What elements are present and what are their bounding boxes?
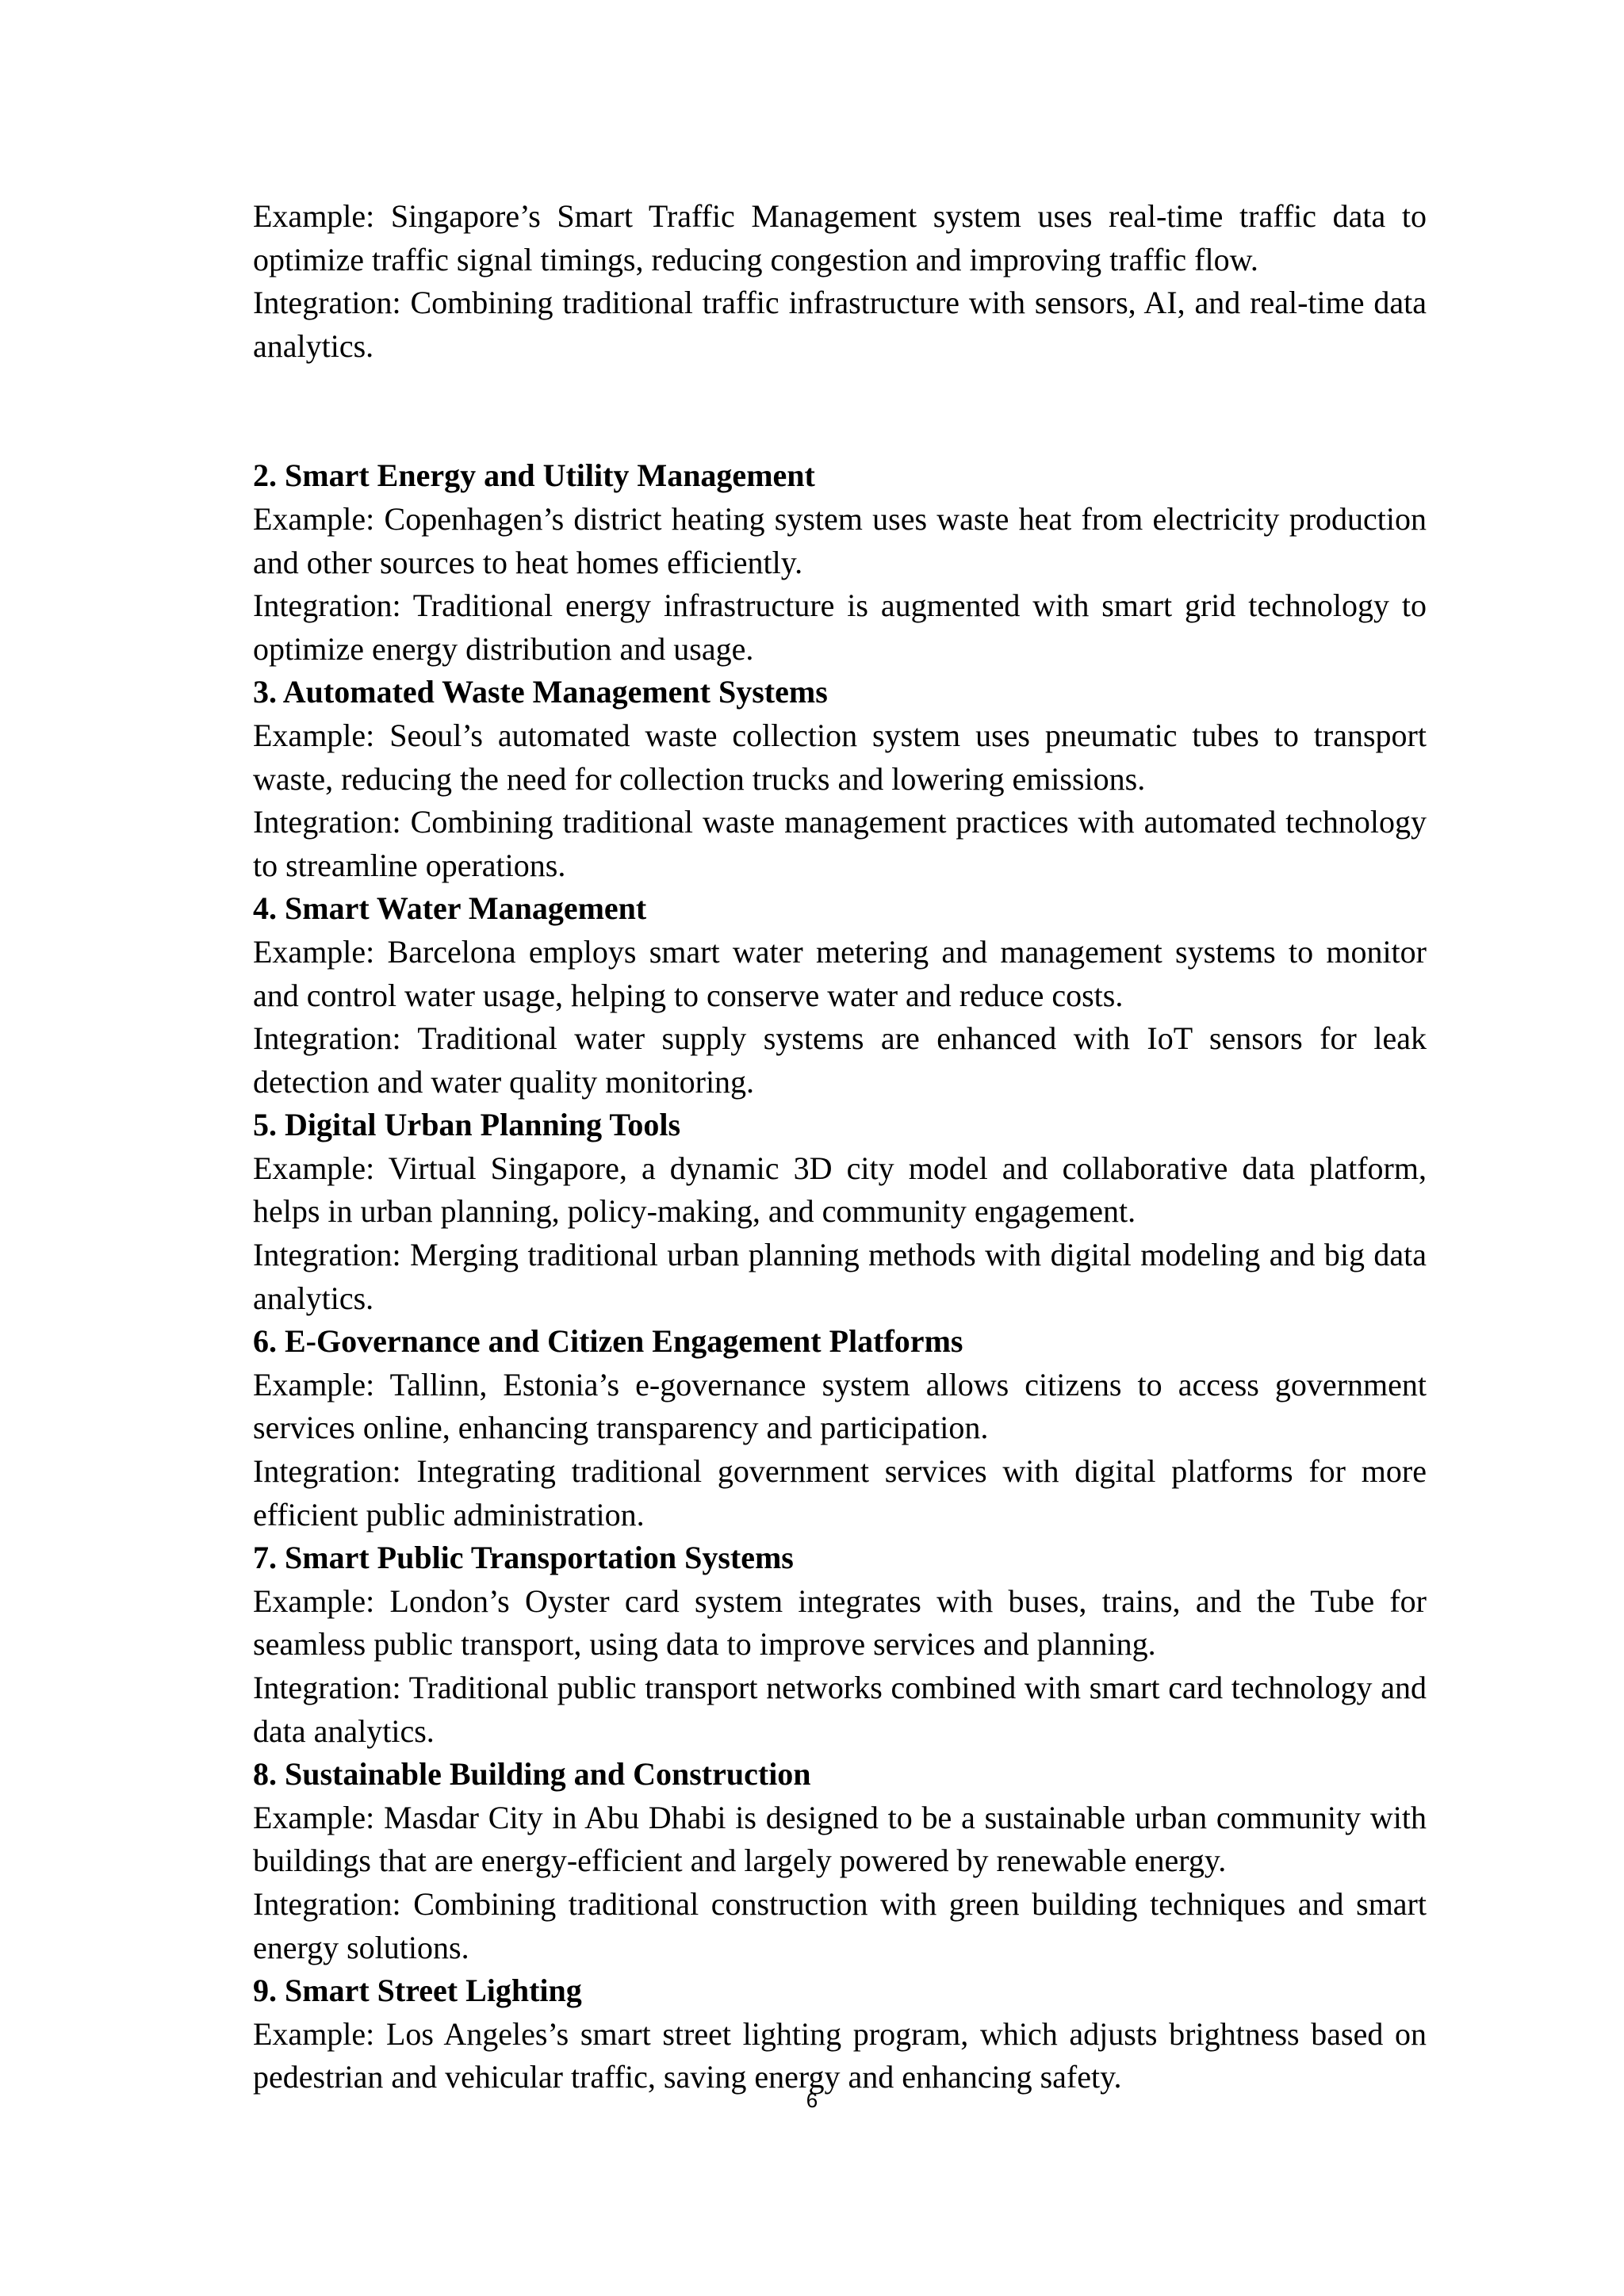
section-integration: Integration: Combining traditional construction with green building techniques and smart energy solutions. bbox=[253, 1885, 1427, 1965]
section-heading: 6. E-Governance and Citizen Engagement Platforms bbox=[253, 1323, 963, 1360]
section-example: Example: Los Angeles’s smart street lighting program, which adjusts brightness based on pedestrian and vehicular traffic, saving energy and enhancing safety. bbox=[253, 2015, 1427, 2095]
section-example: Example: Masdar City in Abu Dhabi is designed to be a sustainable urban community with buildings that are energy-efficient and largely powered by renewable energy. bbox=[253, 1799, 1427, 1879]
section-heading: 9. Smart Street Lighting bbox=[253, 1973, 582, 2009]
section-integration: Integration: Traditional water supply systems are enhanced with IoT sensors for leak detection and water quality monitoring. bbox=[253, 1020, 1427, 1100]
section-6 bbox=[253, 1320, 1427, 1536]
section-3 bbox=[253, 671, 1427, 887]
intro-integration: Integration: Combining traditional traffic infrastructure with sensors, AI, and real-time data analytics. bbox=[253, 285, 1427, 364]
section-heading: 8. Sustainable Building and Construction bbox=[253, 1756, 811, 1793]
section-heading: 3. Automated Waste Management Systems bbox=[253, 674, 828, 710]
section-heading: 2. Smart Energy and Utility Management bbox=[253, 457, 815, 494]
section-2 bbox=[253, 454, 1427, 671]
section-example: Example: Virtual Singapore, a dynamic 3D city model and collaborative data platform, helps in urban planning, policy-making, and community engagement. bbox=[253, 1150, 1427, 1230]
section-integration: Integration: Combining traditional waste management practices with automated technology to streamline operations. bbox=[253, 804, 1427, 883]
intro-example: Example: Singapore’s Smart Traffic Management system uses real-time traffic data to optimize traffic signal timings, reducing congestion and improving traffic flow. bbox=[253, 198, 1427, 277]
section-integration: Integration: Integrating traditional government services with digital platforms for more efficient public administration. bbox=[253, 1453, 1427, 1533]
section-9 bbox=[253, 1969, 1427, 2099]
section-example: Example: London’s Oyster card system integrates with buses, trains, and the Tube for seamless public transport, using data to improve services and planning. bbox=[253, 1582, 1427, 1663]
section-spacer bbox=[253, 368, 1427, 454]
section-integration: Integration: Traditional energy infrastructure is augmented with smart grid technology to optimize energy distribution and usage. bbox=[253, 587, 1427, 667]
section-example: Example: Seoul’s automated waste collection system uses pneumatic tubes to transport waste, reducing the need for collection trucks and lowering emissions. bbox=[253, 717, 1427, 797]
section-7 bbox=[253, 1536, 1427, 1753]
section-8 bbox=[253, 1753, 1427, 1969]
section-heading: 5. Digital Urban Planning Tools bbox=[253, 1107, 681, 1143]
page-number: 6 bbox=[806, 2088, 818, 2112]
section-example: Example: Copenhagen’s district heating system uses waste heat from electricity production and other sources to heat homes efficiently. bbox=[253, 500, 1427, 580]
section-4 bbox=[253, 887, 1427, 1104]
section-heading: 4. Smart Water Management bbox=[253, 890, 647, 927]
section-example: Example: Tallinn, Estonia’s e-governance system allows citizens to access government services online, enhancing transparency and participation. bbox=[253, 1366, 1427, 1446]
section-5 bbox=[253, 1104, 1427, 1320]
document-body bbox=[253, 195, 1427, 2099]
section-integration: Integration: Traditional public transport networks combined with smart card technology and data analytics. bbox=[253, 1670, 1427, 1749]
section-example: Example: Barcelona employs smart water metering and management systems to monitor and control water usage, helping to conserve water and reduce costs. bbox=[253, 933, 1427, 1013]
section-integration: Integration: Merging traditional urban planning methods with digital modeling and big data analytics. bbox=[253, 1237, 1427, 1316]
section-heading: 7. Smart Public Transportation Systems bbox=[253, 1540, 794, 1576]
